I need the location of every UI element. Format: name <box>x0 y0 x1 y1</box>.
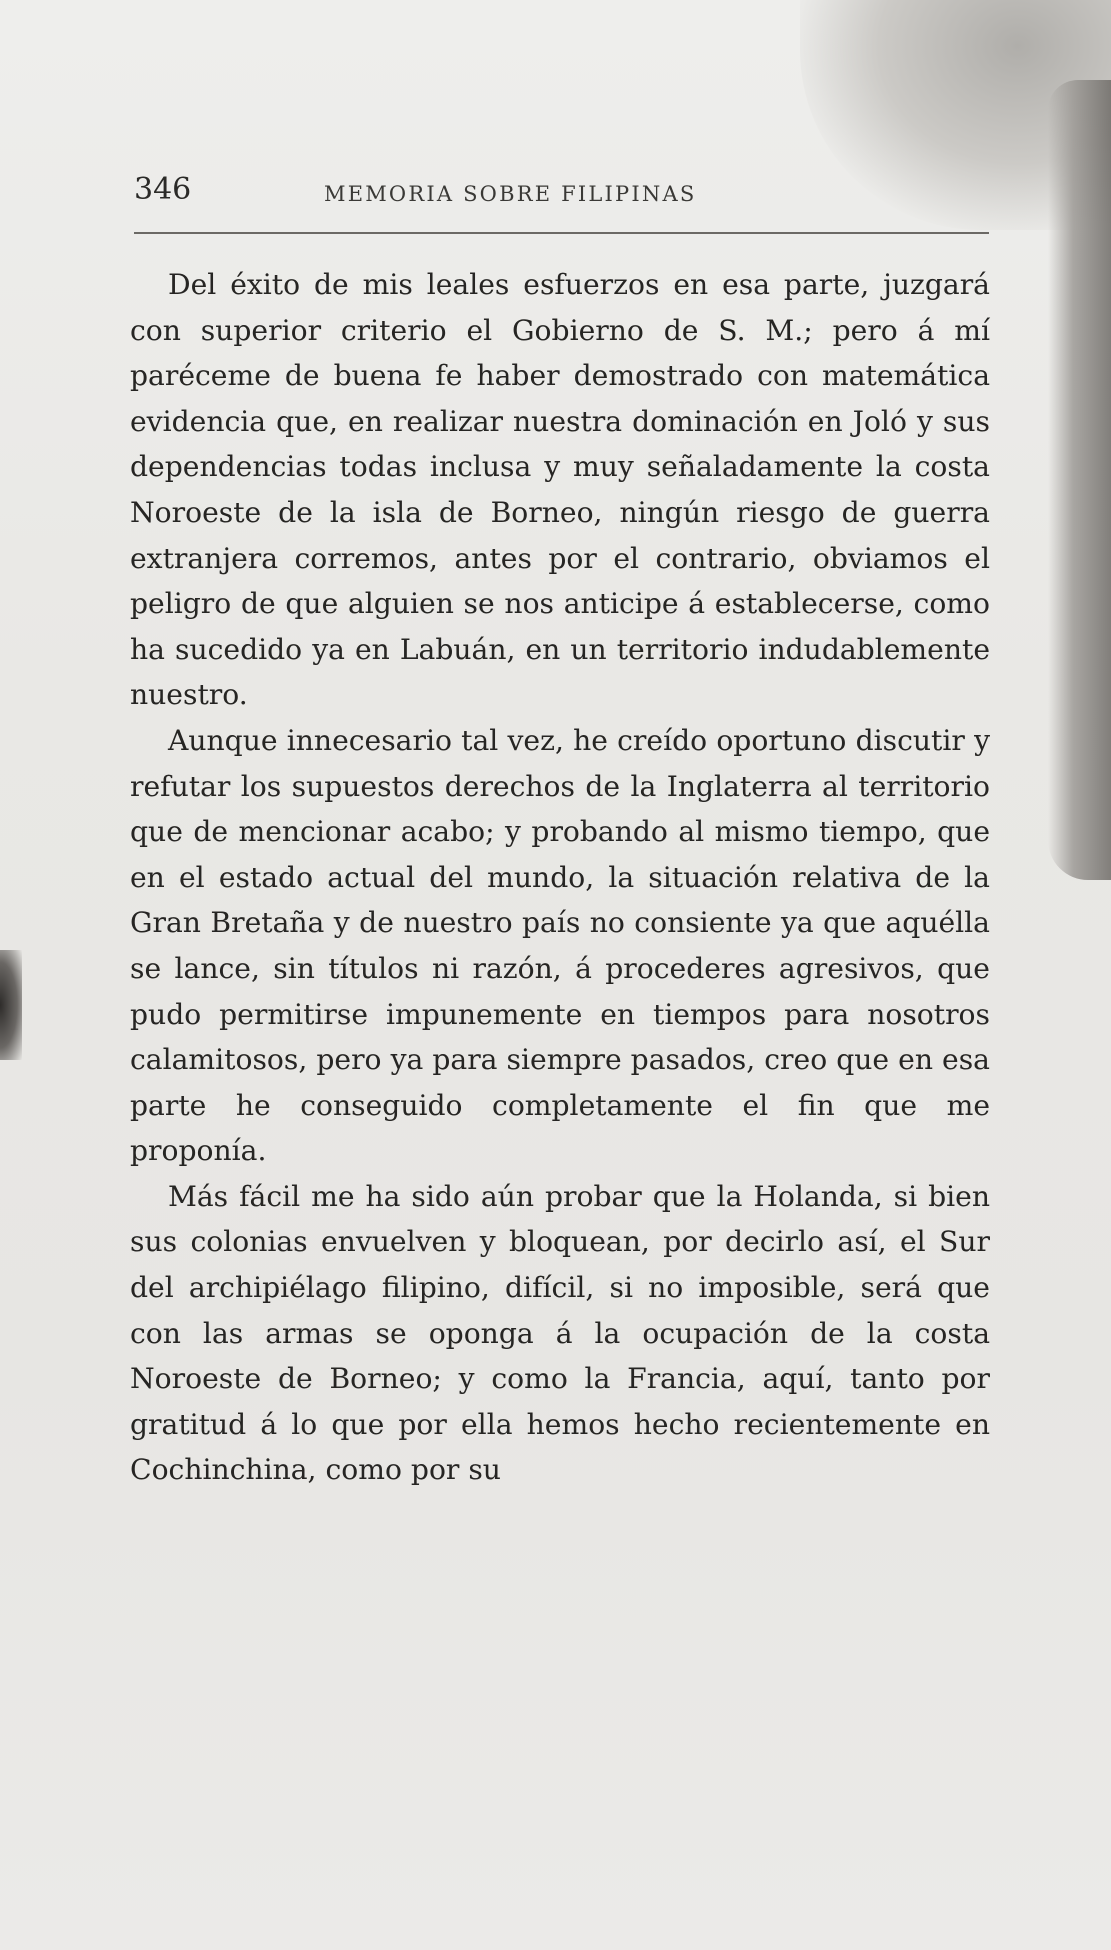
running-title: MEMORIA SOBRE FILIPINAS <box>324 182 697 206</box>
body-text <box>130 262 990 1493</box>
paragraph-2: Aunque innecesario tal vez, he creído oportuno discutir y refutar los supuestos derechos de la Inglaterra al territorio que de mencionar acabo; y probando al mismo tiempo, que en el estado actual del mundo, la situación relativa de la Gran Bretaña y de nuestro país no consiente ya que aquélla se lance, sin títulos ni razón, á procederes agresivos, que pudo permitirse impunemente en tiempos para nosotros calamitosos, pero ya para siempre pasados, creo que en esa parte he conseguido completamente el fin que me proponía. <box>130 723 990 1168</box>
page-edge-shadow <box>1048 80 1111 880</box>
page-header <box>134 168 989 228</box>
paragraph-3: Más fácil me ha sido aún probar que la Holanda, si bien sus colonias envuelven y bloquean, por decirlo así, el Sur del archipiélago filipino, difícil, si no imposible, será que con las armas se oponga á la ocupación de la costa Noroeste de Borneo; y como la Francia, aquí, tanto por gratitud á lo que por ella hemos hecho recientemente en Cochinchina, como por su <box>130 1179 990 1487</box>
paragraph-1: Del éxito de mis leales esfuerzos en esa parte, juzgará con superior criterio el Gobierno de S. M.; pero á mí paréceme de buena fe haber demostrado con matemática evidencia que, en realizar nuestra dominación en Joló y sus dependencias todas inclusa y muy señaladamente la costa Noroeste de la isla de Borneo, ningún riesgo de guerra extranjera corremos, antes por el contrario, obviamos el peligro de que alguien se nos anticipe á establecerse, como ha sucedido ya en Labuán, en un territorio indudablemente nuestro. <box>130 268 990 712</box>
header-rule <box>134 232 989 234</box>
page-number: 346 <box>134 172 192 207</box>
page-edge-mark <box>0 950 22 1060</box>
